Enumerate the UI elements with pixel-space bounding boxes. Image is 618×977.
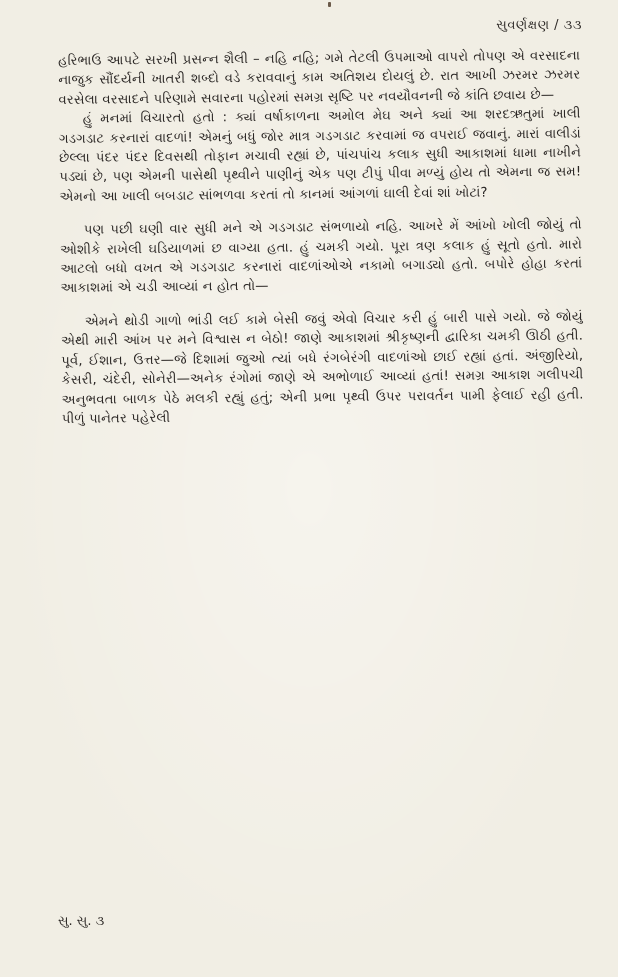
ink-speck (328, 2, 331, 7)
paragraph-3: પણ પછી ઘણી વાર સુધી મને એ ગડગડાટ સંભળાયો નહિ. આખરે મેં આંખો ખોલી જોયું તો ઓશીકે રાખેલી ઘડિયાળમાં છ વાગ્યા હતા. હું ચમકી ગયો. પૂરા ત્રણ કલાક હું સૂતો હતો. મારો આટલો બધો વખત એ ગડગડાટ કરનારાં વાદળાંઓએ નકામો બગાડ્યો હતો. બપોરે હોહા કરતાં આકાશમાં એ ચડી આવ્યાં ન હોત તો— (59, 217, 583, 297)
paragraph-1: હરિભાઉ આપટે સરખી પ્રસન્ન શૈલી – નહિ નહિ; ગમે તેટલી ઉપમાઓ વાપરો તોપણ એ વરસાદના નાજુક સૌંદર્યની ખાતરી શબ્દો વડે કરાવવાનું કામ અતિશય દોયલું છે. રાત આખી ઝરમર ઝરમર વરસેલા વરસાદને પરિણામે સવારના પહોરમાં સમગ્ર સૃષ્ટિ પર નવયૌવનની જે કાંતિ છવાય છે— (58, 48, 581, 108)
signature-mark: સુ. સુ. ૩ (58, 914, 105, 929)
running-header: સુવર્ણક્ષણ / ૩૩ (496, 18, 582, 33)
page-body (58, 47, 584, 430)
paragraph-2: હું મનમાં વિચારતો હતો : ક્યાં વર્ષાકાળના અમોલ મેઘ અને ક્યાં આ શરદઋતુમાં ખાલી ગડગડાટ કરનારાં વાદળાં! એમનું બધું જોર માત્ર ગડગડાટ કરવામાં જ વપરાઈ જવાનું. મારાં વાલીડાં છેલ્લા પંદર પંદર દિવસથી તોફાન મચાવી રહ્યાં છે, પાંચપાંચ કલાક સુધી આકાશમાં ધામા નાખીને પડ્યાં છે, પણ એમની પાસેથી પૃથ્વીને પાણીનું એક પણ ટીપું પીવા મળ્યું હોય તો એમના જ સમ! એમનો આ ખાલી બબડાટ સાંભળવા કરતાં તો કાનમાં આંગળાં ઘાલી દેવાં શાં ખોટાં? (58, 106, 582, 205)
paragraph-4: એમને થોડી ગાળો ભાંડી લઈ કામે બેસી જવું એવો વિચાર કરી હું બારી પાસે ગયો. જે જોયું એથી મારી આંખ પર મને વિશ્વાસ ન બેઠો! જાણે આકાશમાં શ્રીકૃષ્ણની દ્વારિકા ચમકી ઊઠી હતી. પૂર્વ, ઈશાન, ઉત્તર—જે દિશામાં જુઓ ત્યાં બધે રંગબેરંગી વાદળાંઓ છાઈ રહ્યાં હતાં. અંજીરિયો, કેસરી, ચંદેરી, સોનેરી—અનેક રંગોમાં જાણે એ અભોળાઈ આવ્યાં હતાં! સમગ્ર આકાશ ગલીપચી અનુભવતા બાળક પેઠે મલકી રહ્યું હતું; એની પ્રભા પૃથ્વી ઉપર પરાવર્તન પામી ફેલાઈ રહી હતી. પીળું પાનેતર પહેરેલી (60, 309, 584, 427)
